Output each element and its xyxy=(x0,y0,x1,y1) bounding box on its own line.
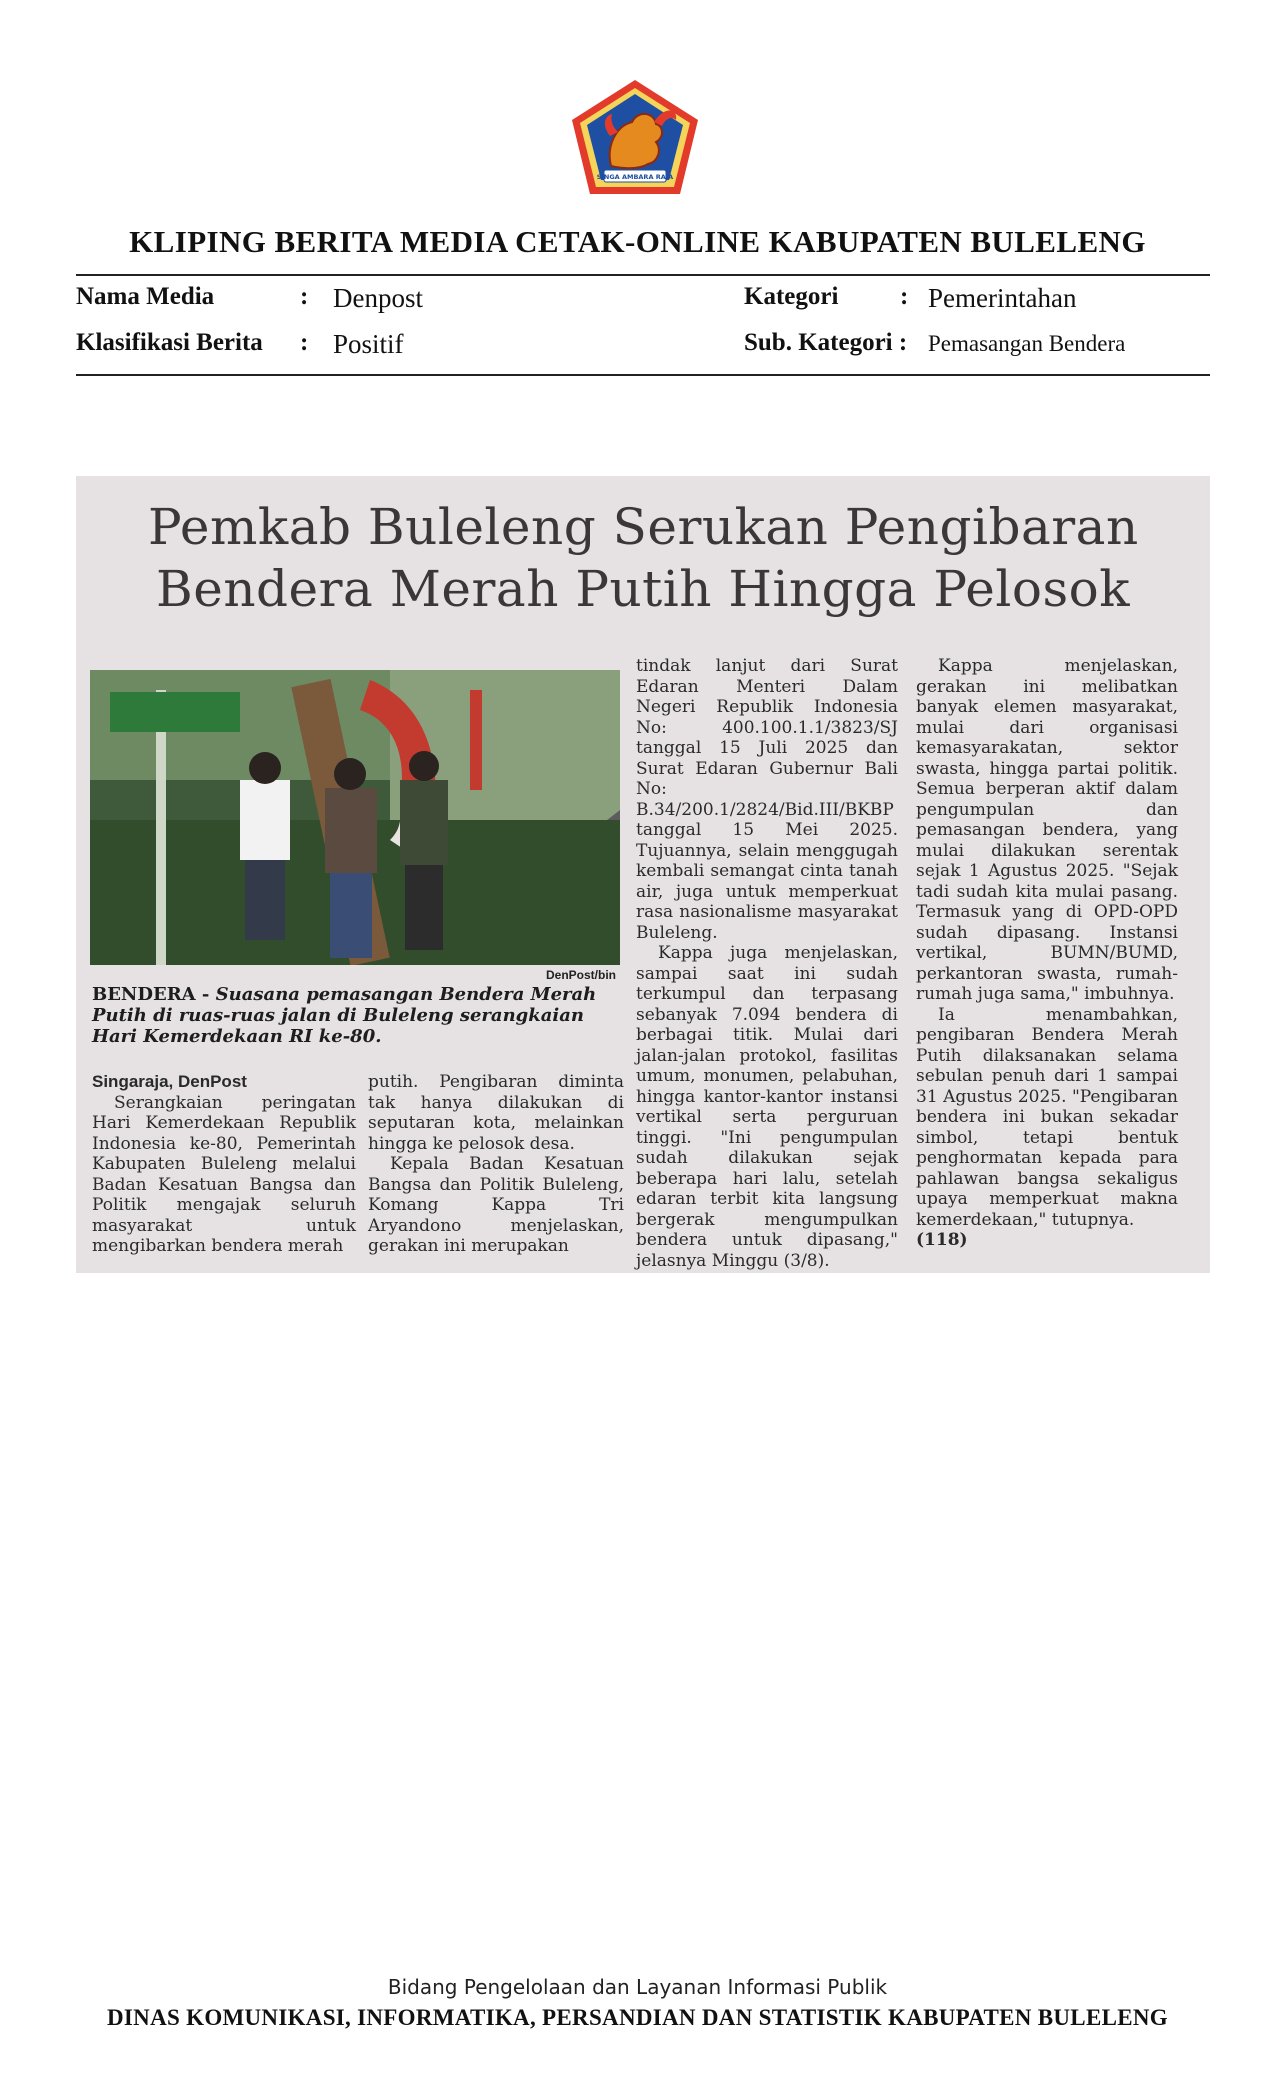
photo-credit: DenPost/bin xyxy=(546,968,617,982)
article-col3-paragraph-2: Kappa juga menjelaskan, sampai saat ini sudah terkumpul dan terpasang sebanyak 7.094 bendera di berbagai titik. Mulai dari jalan-jalan protokol, fasilitas umum, monumen, pelabuhan, hingga kantor-kantor instansi vertikal serta perguruan tinggi. "Ini pengumpulan sudah dilakukan sejak beberapa hari lalu, setelah edaran terbit kita langsung bergerak mengumpulkan bendera untuk dipasang," jelasnya Minggu (3/8). xyxy=(636,943,898,1271)
svg-text:SINGA AMBARA RAJA: SINGA AMBARA RAJA xyxy=(596,173,674,181)
footer-agency: DINAS KOMUNIKASI, INFORMATIKA, PERSANDIAN DAN STATISTIK KABUPATEN BULELENG xyxy=(107,2005,1168,2030)
klasifikasi-label: Klasifikasi Berita xyxy=(76,329,263,356)
klasifikasi-colon: : xyxy=(300,329,309,356)
page-title: KLIPING BERITA MEDIA CETAK-ONLINE KABUPATEN BULELENG xyxy=(129,224,1146,259)
article-col4-paragraph-2: Ia menambahkan, pengibaran Bendera Merah Putih dilaksanakan selama sebulan penuh dari 1 sampai 31 Agustus 2025. "Pengibaran bendera ini bukan sekadar simbol, tetapi bentuk penghormatan kepada para pahlawan bangsa sekaligus upaya memperkuat makna kemerdekaan," tutupnya. xyxy=(916,1004,1178,1230)
article-col4-paragraph-1: Kappa menjelaskan, gerakan ini melibatkan banyak elemen masyarakat, mulai dari organisasi kemasyarakatan, sektor swasta, hingga partai politik. Semua berperan aktif dalam pengumpulan dan pemasangan bendera, yang mulai dilakukan serentak sejak 1 Agustus 2025. "Sejak tadi sudah kita mulai pasang. Termasuk yang di OPD-OPD sudah dipasang. Instansi vertikal, BUMN/BUMD, perkantoran swasta, rumah-rumah juga sama," imbuhnya. xyxy=(916,656,1178,1004)
news-photo xyxy=(90,670,620,965)
header-bottom-rule xyxy=(76,374,1210,376)
article-column-1 xyxy=(92,1072,356,1257)
article-signature: (118) xyxy=(916,1230,968,1250)
article-column-4 xyxy=(916,656,1178,1251)
buleleng-regency-crest-icon xyxy=(566,76,704,200)
article-col2-paragraph-1: putih. Pengibaran diminta tak hanya dilakukan di seputaran kota, melainkan hingga ke pelosok desa. xyxy=(368,1072,624,1154)
headline-line-1: Pemkab Buleleng Serukan Pengibaran xyxy=(148,498,1139,556)
article-dateline: Singaraja, DenPost xyxy=(92,1072,247,1091)
caption-lead: BENDERA - xyxy=(92,984,210,1005)
klasifikasi-value: Positif xyxy=(333,329,404,359)
sub-kategori-value: Pemasangan Bendera xyxy=(928,331,1126,356)
kategori-label: Kategori xyxy=(744,283,839,310)
kategori-value: Pemerintahan xyxy=(928,283,1077,313)
sub-kategori-label: Sub. Kategori : xyxy=(744,329,908,356)
article-col1-paragraph: Serangkaian peringatan Hari Kemerdekaan Republik Indonesia ke-80, Pemerintah Kabupaten Buleleng melalui Badan Kesatuan Bangsa dan Politik mengajak seluruh masyarakat untuk mengibarkan bendera merah xyxy=(92,1092,356,1256)
article-col3-paragraph-1: tindak lanjut dari Surat Edaran Menteri Dalam Negeri Republik Indonesia No: 400.100.1.1/3823/SJ tanggal 15 Juli 2025 dan Surat Edaran Gubernur Bali No: B.34/200.1/2824/Bid.III/BKBP tanggal 15 Mei 2025. Tujuannya, selain menggugah kembali semangat cinta tanah air, juga untuk memperkuat rasa nasionalisme masyarakat Buleleng. xyxy=(636,656,898,943)
photo-caption xyxy=(92,984,622,1047)
footer-department: Bidang Pengelolaan dan Layanan Informasi Publik xyxy=(387,1975,888,1999)
article-column-2 xyxy=(368,1072,624,1257)
header-top-rule xyxy=(76,274,1210,276)
article-column-3 xyxy=(636,656,898,1271)
headline-line-2: Bendera Merah Putih Hingga Pelosok xyxy=(156,560,1131,618)
nama-media-colon: : xyxy=(300,283,309,310)
kategori-colon: : xyxy=(900,283,909,310)
nama-media-value: Denpost xyxy=(333,283,423,313)
nama-media-label: Nama Media xyxy=(76,283,215,310)
article-col2-paragraph-2: Kepala Badan Kesatuan Bangsa dan Politik Buleleng, Komang Kappa Tri Aryandono menjelaskan, gerakan ini merupakan xyxy=(368,1154,624,1256)
newspaper-clipping xyxy=(76,476,1210,1273)
caption-text: Suasana pemasangan Bendera Merah Putih di ruas-ruas jalan di Buleleng serangkaian Hari Kemerdekaan RI ke-80. xyxy=(92,984,597,1047)
